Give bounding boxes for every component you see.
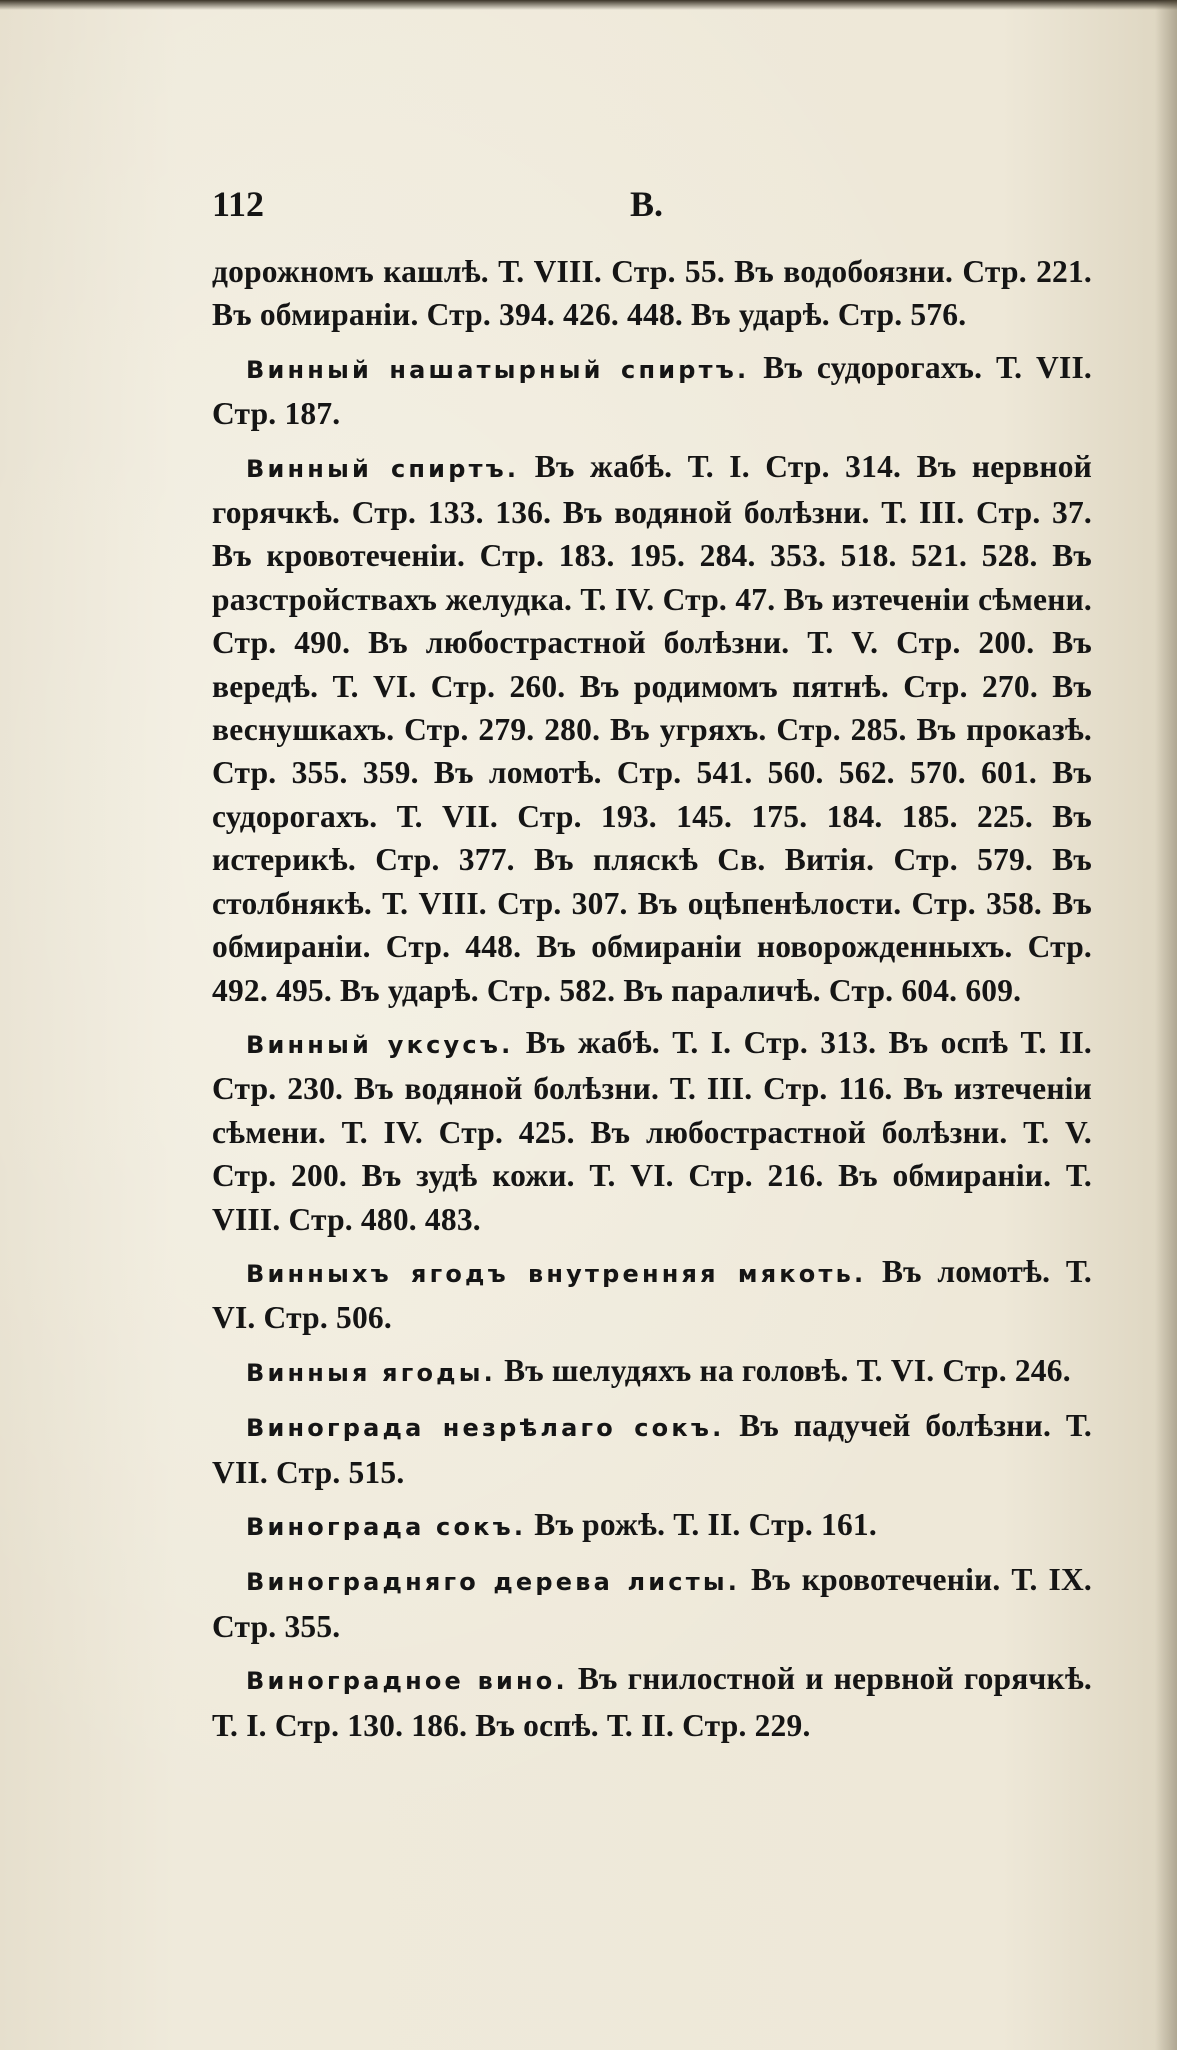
entry-text: Въ судорогахъ. Т. VII. Стр. 187. [212,349,1092,432]
index-entry [212,1250,1092,1340]
entry-term: Винныхъ ягодъ внутренняя мякоть. [246,1259,867,1288]
entry-text: Въ гнилостной и нервной горячкѣ. Т. I. Стр. 130. 186. Въ оспѣ. Т. II. Стр. 229. [212,1661,1092,1743]
entry-term: Винный нашатырный спиртъ. [246,355,750,384]
entry-term: Винныя ягоды. [246,1358,496,1387]
entry-term: Винный уксусъ. [246,1030,514,1059]
page-top-edge [0,0,1177,10]
entry-text: Въ жабѣ. Т. I. Стр. 313. Въ оспѣ Т. II. Стр. 230. Въ водяной болѣзни. Т. III. Стр. 116. Въ изтеченіи сѣмени. Т. IV. Стр. 425. Въ любострастной болѣзни. Т. V. Стр. 200. Въ зудѣ кожи. Т. VI. Стр. 216. Въ обмираніи. Т. VIII. Стр. 480. 483. [212,1024,1092,1237]
entry-text: Въ жабѣ. Т. I. Стр. 314. Въ нервной горячкѣ. Стр. 133. 136. Въ водяной болѣзни. Т. III. Стр. 37. Въ кровотеченіи. Стр. 183. 195. 284. 353. 518. 521. 528. Въ разстройствахъ желудка. Т. IV. Стр. 47. Въ изтеченіи сѣмени. Стр. 490. Въ любострастной болѣзни. Т. V. Стр. 200. Въ вередѣ. Т. VI. Стр. 260. Въ родимомъ пятнѣ. Стр. 270. Въ веснушкахъ. Стр. 279. 280. Въ угряхъ. Стр. 285. Въ проказѣ. Стр. 355. 359. Въ ломотѣ. Стр. 541. 560. 562. 570. 601. Въ судорогахъ. Т. VII. Стр. 193. 145. 175. 184. 185. 225. Въ истерикѣ. Стр. 377. Въ пляскѣ Св. Витія. Стр. 579. Въ столбнякѣ. Т. VIII. Стр. 307. Въ оцѣпенѣлости. Стр. 358. Въ обмираніи. Стр. 448. Въ обмираніи новорожденныхъ. Стр. 492. 495. Въ ударѣ. Стр. 582. Въ параличѣ. Стр. 604. 609. [212,448,1092,1008]
index-entry [212,1558,1092,1648]
entry-text: дорожномъ кашлѣ. Т. VIII. Стр. 55. Въ водобоязни. Стр. 221. Въ обмираніи. Стр. 394. 426. 448. Въ ударѣ. Стр. 576. [212,254,1092,333]
entry-term: Винный спиртъ. [246,454,520,483]
entry-text: Въ падучей болѣзни. Т. VII. Стр. 515. [212,1408,1092,1490]
index-entry [212,1657,1092,1747]
section-letter: В. [630,184,664,224]
index-entry [212,346,1092,436]
page-header [212,183,1092,233]
index-entry [212,1021,1092,1241]
entry-term: Винограда незрѣлаго сокъ. [246,1414,725,1443]
entry-term: Винограда сокъ. [246,1512,527,1541]
index-entry [212,445,1092,1012]
entry-text: Въ ломотѣ. Т. VI. Стр. 506. [212,1253,1092,1336]
entry-text: Въ кровотеченіи. Т. IX. Стр. 355. [212,1562,1092,1644]
index-entry [212,1404,1092,1494]
entry-term: Виноградное вино. [246,1667,568,1696]
page-spine-shadow [1155,0,1177,2050]
entry-text: Въ рожѣ. Т. II. Стр. 161. [534,1506,877,1542]
entry-term: Виноградняго дерева листы. [246,1568,741,1597]
entry-text: Въ шелудяхъ на головѣ. Т. VI. Стр. 246. [504,1352,1071,1388]
index-body [212,250,1092,1747]
index-entry [212,1349,1092,1395]
index-entry [212,1503,1092,1549]
index-entry [212,250,1092,337]
page-number: 112 [212,184,265,224]
